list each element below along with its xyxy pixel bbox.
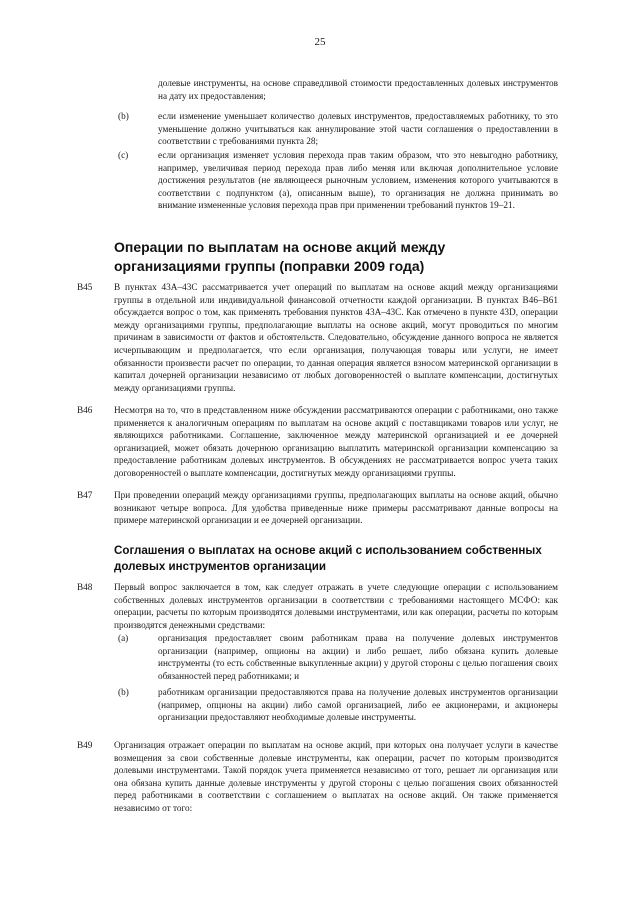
para-label-b45: B45: [77, 283, 93, 293]
para-text-b48: Первый вопрос заключается в том, как следует отражать в учете следующие операции с использованием собственных долевых инструментов организации в соответствии с требованиями настоящего МСФО: как операции, расчеты по которым производятся долевыми инструментами, или как операции, расчеты по которым производятся денежными средствами:: [114, 583, 558, 631]
para-text-b45: В пунктах 43А–43С рассматривается учет операций по выплатам на основе акций между организациями группы в отдельной или индивидуальной финансовой отчетности каждой организации. В пунктах В46–В61 обсуждается вопрос о том, как применять требования пунктов 43А–43С. Как отмечено в пункте 43D, операции между организациями группы, предполагающие выплаты на основе акций, могут проводиться по многим причинам в зависимости от фактов и обстоятельств. Следовательно, обсуждение данного вопроса не является исчерпывающим и предполагается, что если организация, получающая товары или услуги, не имеет обязанности произвести расчет по операции, то данная операция является взносом материнской организации в капитал дочерней организации независимо от любых договоренностей о выплате компенсации, достигнутых между организациями группы.: [114, 283, 558, 394]
para-label-b46: B46: [77, 406, 93, 416]
b48-item-text-b: работникам организации предоставляются права на получение долевых инструментов организации (например, опционы на акции) либо самой организацией, либо ее акционерами, и акционеры организации предоставляют необходимые долевые инструменты.: [158, 688, 558, 724]
section-heading-own-instruments: Соглашения о выплатах на основе акций с использованием собственных долевых инструментов организации: [114, 544, 542, 573]
para-text-b46: Несмотря на то, что в представленном ниже обсуждении рассматриваются операции с работниками, оно также применяется к аналогичным операциям по выплатам на основе акций с поставщиками товаров или услуг, не являющихся работниками. Соглашение, заключенное между материнской организацией и ее дочерней организацией, может обязать дочернюю организацию выплатить материнской организации компенсацию за предоставление работникам долевых инструментов. В обсуждениях не рассматривается вопрос учета таких договоренностей о выплате компенсации, достигнутых между организациями группы.: [114, 406, 558, 479]
item-text-c: если организация изменяет условия перехода прав таким образом, что это невыгодно работнику, например, увеличивая период перехода прав либо меняя или включая дополнительное условие достижения результатов (не являющееся рыночным условием, изменения которого учитываются в соответствии с подпунктом (а), описанным выше), то организация не должна принимать во внимание измененные условия перехода прав при применении требований пунктов 19–21.: [158, 151, 558, 212]
intro-continuation: долевые инструменты, на основе справедливой стоимости предоставленных долевых инструментов на дату их предоставления;: [158, 79, 558, 102]
section-heading-group: Операции по выплатам на основе акций между организациями группы (поправки 2009 года): [114, 239, 446, 274]
b48-item-label-b: (b): [118, 688, 129, 698]
para-text-b47: При проведении операций между организациями группы, предполагающих выплаты на основе акций, обычно возникают четыре вопроса. Для удобства приведенные ниже примеры рассматривают данные вопросы на примере материнской организации и ее дочерней организации.: [114, 491, 558, 527]
para-label-b49: B49: [77, 741, 93, 751]
page-number: 25: [314, 36, 326, 48]
item-label-c: (c): [118, 151, 129, 161]
item-text-b: если изменение уменьшает количество долевых инструментов, предоставляемых работнику, то это уменьшение должно учитываться как аннулирование этой части соглашения о предоставлении в соответствии с требованиями пункта 28;: [158, 112, 558, 148]
para-label-b47: B47: [77, 491, 93, 501]
b48-item-label-a: (a): [118, 634, 129, 644]
b48-item-text-a: организация предоставляет своим работникам права на получение долевых инструментов организации (например, опционы на акции) и либо решает, либо обязана купить долевые инструменты (то есть собственные выкупленные акции) у другой стороны с целью погашения своих обязанностей перед работниками; и: [158, 634, 558, 682]
para-text-b49: Организация отражает операции по выплатам на основе акций, при которых она получает услуги в качестве возмещения за свои собственные долевые инструменты, как операции, расчет по которым производится долевыми инструментами. Такой порядок учета применяется независимо от того, решает ли организация или она обязана купить данные долевые инструменты у другой стороны с целью погашения своих обязанностей перед работниками в соответствии с соглашением о выплатах на основе акций. Он также применяется независимо от того:: [114, 741, 558, 814]
para-label-b48: B48: [77, 583, 93, 593]
item-label-b: (b): [118, 112, 129, 122]
